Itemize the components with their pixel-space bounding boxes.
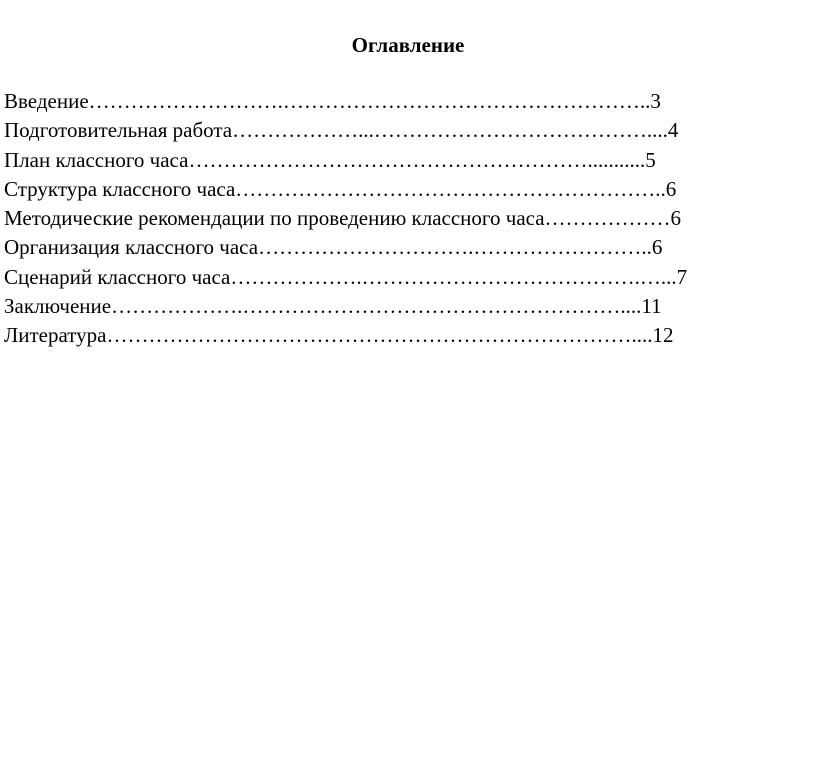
toc-entry-literature [4,321,814,350]
toc-entry-text: Литература…………………………………………………………………....12 [4,323,674,348]
toc-entry-conclusion [4,292,814,321]
toc-entry-structure [4,175,814,204]
toc-entry-text: Введение……………………….……………………………………………..3 [4,89,661,113]
toc-entry-recommendations [4,204,814,233]
table-of-contents [4,87,814,351]
toc-entry-text: Сценарий классного часа……………….………………………………….…...7 [4,264,688,289]
page-title: Оглавление [351,33,465,57]
toc-entry-scenario [4,263,814,292]
toc-entry-text: Подготовительная работа………………...…………………………………....4 [4,118,679,143]
toc-entry-text: Заключение……………….………………………………………………....11 [4,294,662,319]
toc-entry-text: План классного часа…………………………………………………...........5 [4,147,656,172]
toc-entry-text: Методические рекомендации по проведению классного часа………………6 [4,206,682,231]
toc-entry-introduction [4,87,814,116]
toc-entry-text: Организация классного часа………………………….……………………..6 [4,235,663,260]
toc-entry-text: Структура классного часа……………………………………………………..6 [4,176,677,201]
toc-entry-preparation [4,116,814,145]
toc-entry-plan [4,146,814,175]
toc-entry-organization [4,233,814,262]
